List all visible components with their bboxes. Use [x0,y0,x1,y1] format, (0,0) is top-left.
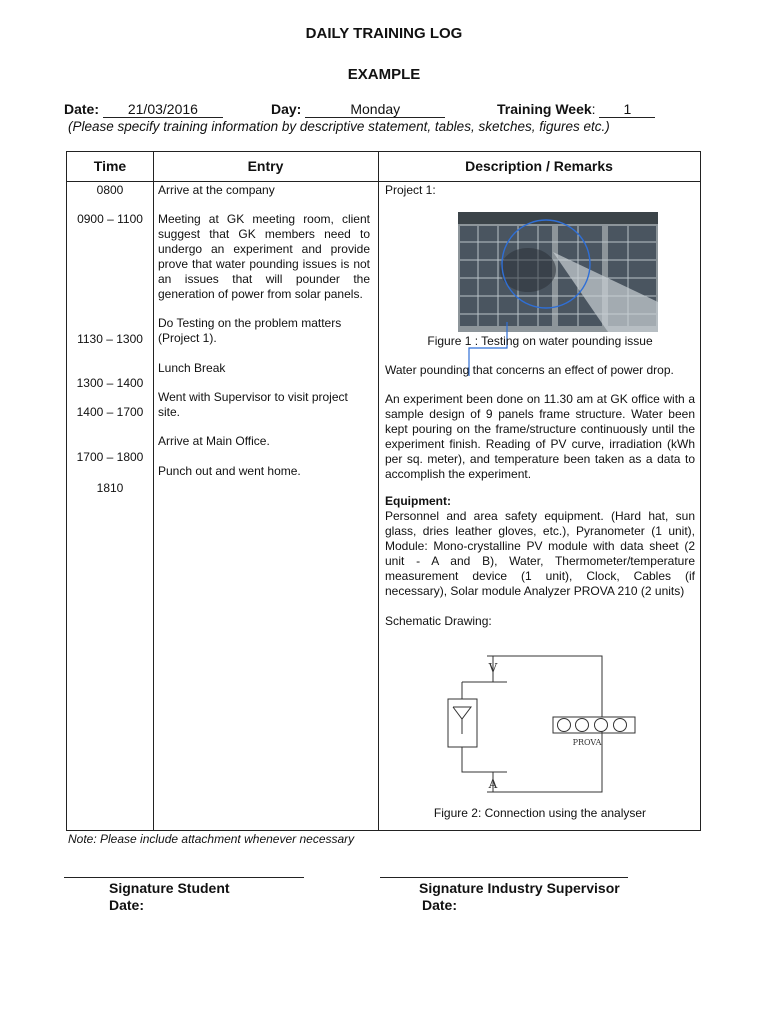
day-row [271,101,445,118]
supervisor-signature-line [380,877,628,878]
week-value: 1 [599,102,655,118]
time-cell: 1700 – 1800 [76,450,144,464]
training-log-table [66,151,701,831]
header-description: Description / Remarks [465,158,613,174]
time-cell: 0800 [96,183,124,197]
header-time: Time [93,158,127,174]
description-paragraph: Water pounding that concerns an effect of power drop. [385,363,674,377]
callout-connector [67,152,700,392]
entry-cell: Do Testing on the problem matters (Project 1). [158,316,342,345]
time-cell: 1130 – 1300 [77,332,143,346]
schematic-drawing [437,644,667,804]
analyser-label: PROVA [572,738,602,747]
entry-cell: Lunch Break [158,361,226,375]
figure2-caption: Figure 2: Connection using the analyser [433,806,647,820]
student-signature-label: Signature Student [109,880,230,896]
equipment-text: Personnel and area safety equipment. (Hard hat, sun glass, dries leather gloves, etc.), Pyranometer (1 unit), Module: Mono-crystalline PV module with data sheet (2 unit - A and B), Water, Thermometer/temperature measurement device (1 unit), Clock, Cables (if necessary), Solar module Analyzer PROVA 210 (2 units) [385,509,695,598]
header-entry: Entry [247,158,284,174]
day-label: Day: [271,101,302,117]
date-row [64,101,223,118]
document-title: DAILY TRAINING LOG [305,25,463,42]
ammeter-symbol: A [488,777,498,791]
time-cell: 1400 – 1700 [76,405,144,419]
supervisor-date-label: Date: [422,897,458,913]
supervisor-signature-label: Signature Industry Supervisor [419,880,620,896]
entry-cell: Meeting at GK meeting room, client suggest that GK members need to undergo an experiment and provide prove that water pounding issues is not an issues that will pounder the generation of power from solar panels. [158,212,370,301]
project-label: Project 1: [385,183,436,197]
date-value: 21/03/2016 [103,102,223,118]
document-subtitle: EXAMPLE [347,66,421,83]
voltmeter-symbol: V [488,661,498,675]
student-date-label: Date: [109,897,145,913]
date-label: Date: [64,101,100,117]
figure1-caption: Figure 1 : Testing on water pounding issue [427,334,653,348]
description-paragraph: An experiment been done on 11.30 am at GK office with a sample design of 9 panels frame structure. Water been kept pouring on the frame/structure continuously until the experiment finish. Reading of PV curve, irradiation (kWh per sq. meter), and temperature been taken as a data to accomplish the experiment. [385,392,695,481]
entry-cell: Went with Supervisor to visit project site. [158,390,348,419]
week-label: Training Week [497,101,592,117]
connection-schematic [437,644,667,804]
entry-cell: Punch out and went home. [158,464,301,478]
entry-cell: Arrive at Main Office. [158,434,270,448]
instructions: (Please specify training information by descriptive statement, tables, sketches, figures etc.) [68,119,610,134]
equipment-heading: Equipment: [385,494,451,508]
day-value: Monday [305,102,445,118]
attachment-note: Note: Please include attachment whenever necessary [68,832,355,846]
time-cell: 1300 – 1400 [76,376,144,390]
week-colon: : [591,101,596,117]
entry-cell: Arrive at the company [158,183,275,197]
time-cell: 1810 [96,481,124,495]
week-row [497,101,655,118]
student-signature-line [64,877,304,878]
schematic-label: Schematic Drawing: [385,614,492,628]
time-cell: 0900 – 1100 [77,212,143,226]
